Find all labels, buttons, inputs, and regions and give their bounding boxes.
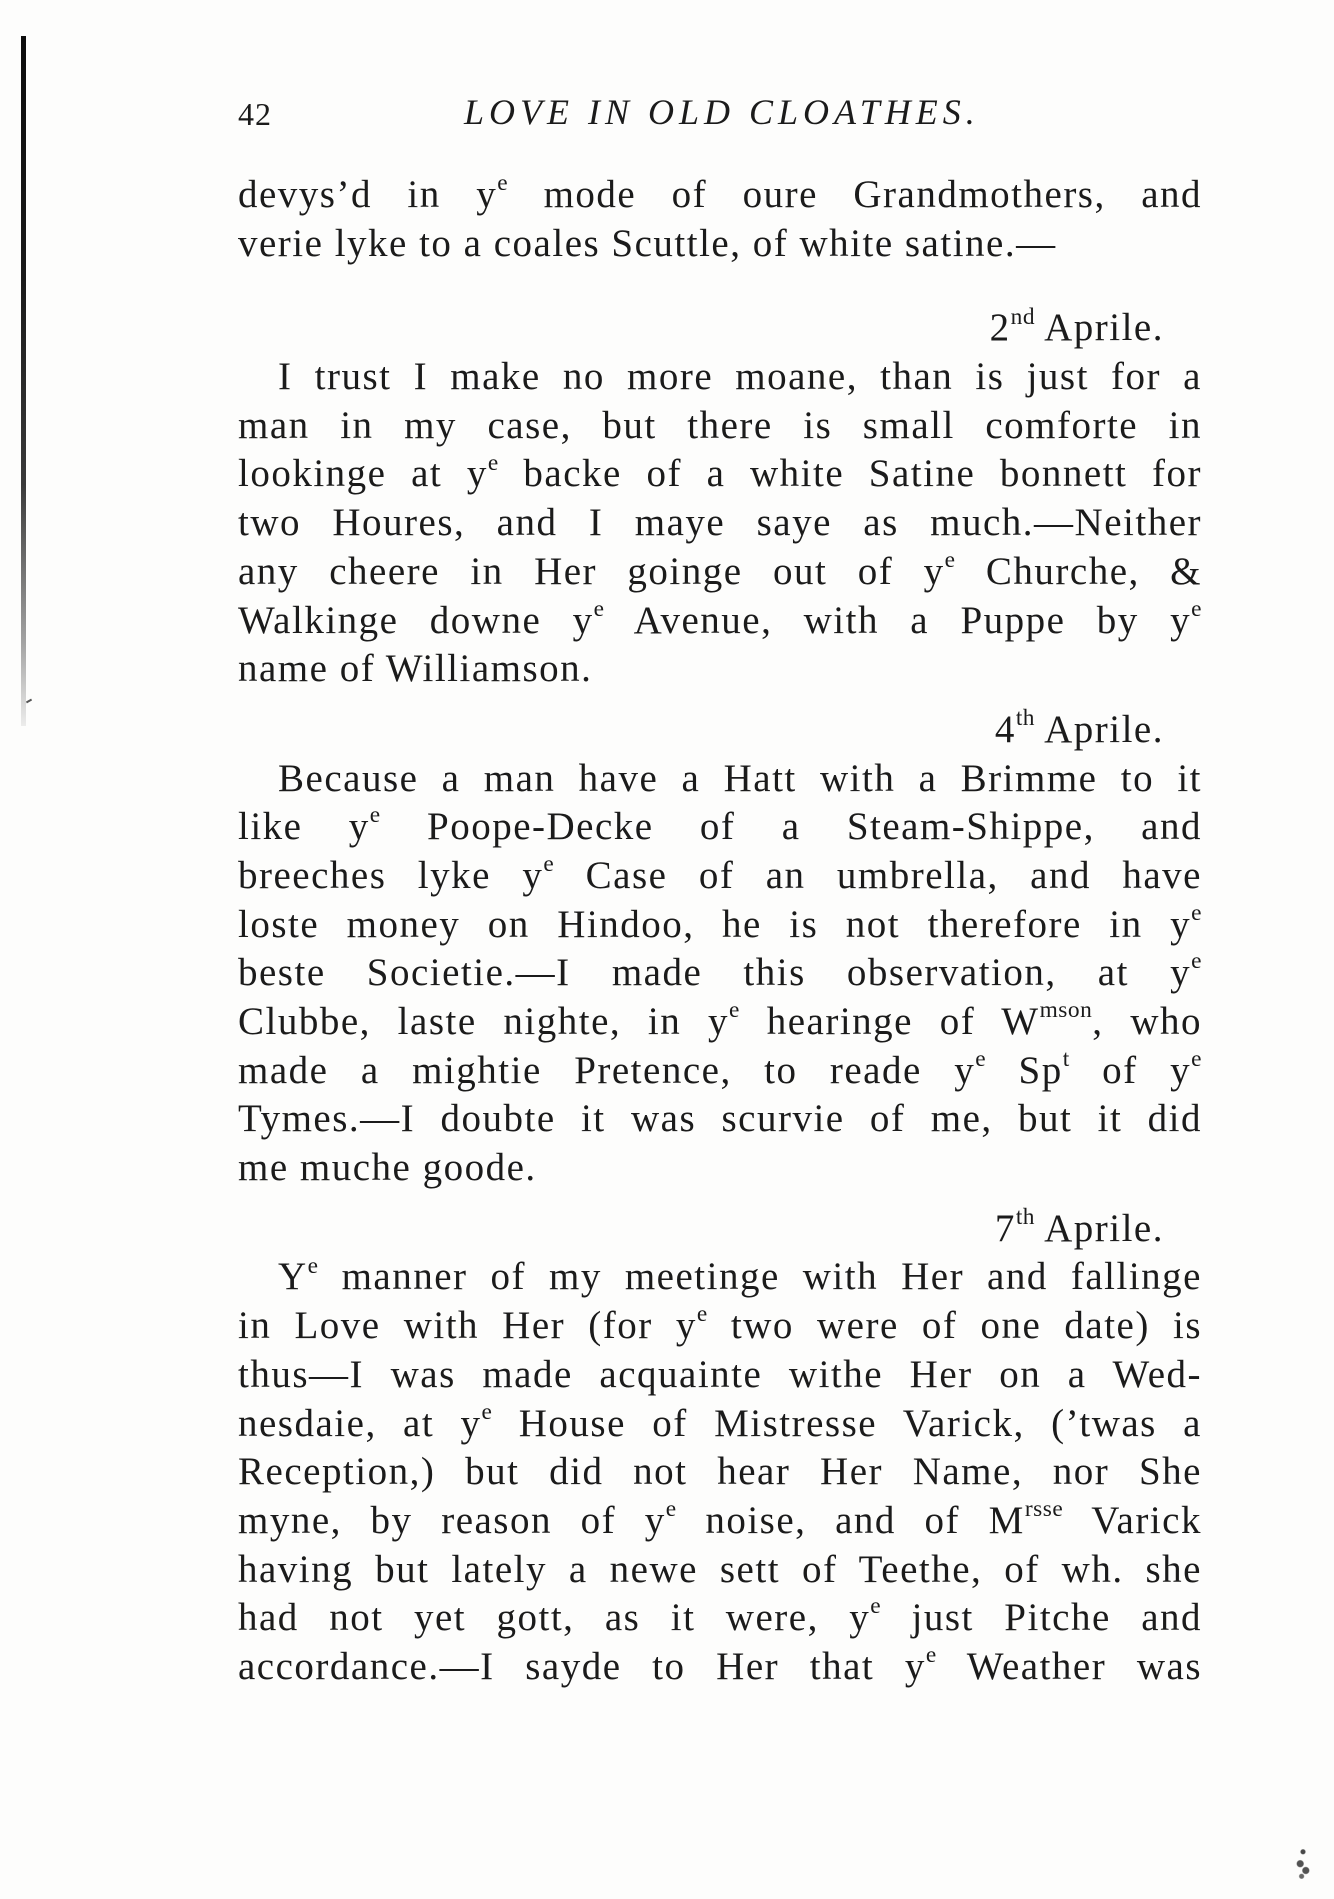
text-run: like y: [238, 805, 370, 849]
superscript: e: [944, 546, 956, 573]
text-line: [238, 949, 1202, 998]
text-run: Walkinge downe y: [238, 598, 594, 642]
text-run: manner of my meetinge with Her and fallinge: [318, 1255, 1202, 1299]
text-run: Reception,) but did not hear Her Name, nor She: [238, 1450, 1202, 1494]
text-run: two Houres, and I maye saye as much.—Neither: [238, 501, 1202, 545]
text-line: [238, 1351, 1202, 1400]
page-body: [238, 171, 1202, 1692]
text-run: two were of one date) is: [707, 1304, 1202, 1348]
text-line: [238, 1253, 1202, 1302]
text-run: backe of a white Satine bonnett for: [498, 452, 1202, 496]
text-line: [238, 548, 1202, 597]
text-line: [238, 1400, 1202, 1449]
superscript: e: [487, 449, 499, 476]
text-run: just Pitche and: [881, 1596, 1202, 1640]
text-line: [238, 1144, 1202, 1193]
text-run: Tymes.—I doubte it was scurvie of me, but it did: [238, 1097, 1202, 1141]
scan-smudge: [1296, 1845, 1310, 1879]
text-run: name of Williamson.: [238, 647, 593, 691]
binding-edge-shadow: [21, 36, 26, 726]
superscript: e: [1191, 595, 1202, 622]
text-run: had not yet gott, as it were, y: [238, 1596, 871, 1640]
superscript: e: [1191, 948, 1202, 975]
text-run: nesdaie, at y: [238, 1401, 482, 1445]
superscript: e: [1191, 1045, 1202, 1072]
text-run: devys’d in y: [238, 173, 498, 216]
superscript: e: [307, 1252, 319, 1279]
text-run: 7: [994, 1206, 1016, 1250]
text-line: [238, 353, 1202, 402]
text-line: [238, 901, 1202, 950]
text-run: Because a man have a Hatt with a Brimme to it: [278, 756, 1202, 800]
text-line: [238, 1546, 1202, 1595]
text-run: me muche goode.: [238, 1146, 537, 1190]
text-run: accordance.—I sayde to Her that y: [238, 1644, 926, 1688]
text-line: [238, 171, 1202, 220]
text-run: , who: [1092, 1000, 1202, 1043]
text-line: [238, 499, 1202, 548]
text-run: 4: [994, 707, 1016, 751]
superscript: e: [1191, 899, 1202, 926]
text-run: Avenue, with a Puppe by y: [604, 598, 1192, 642]
text-run: in Love with Her (for y: [238, 1304, 697, 1348]
superscript: e: [729, 997, 740, 1024]
text-run: House of Mistresse Varick, (’twas a: [492, 1401, 1202, 1445]
text-line: [238, 1302, 1202, 1351]
text-run: Case of an umbrella, and have: [554, 853, 1202, 897]
running-head-title: LOVE IN OLD CLOATHES.: [464, 92, 980, 132]
superscript: e: [593, 595, 605, 622]
text-line: [238, 755, 1202, 804]
text-run: Clubbe, laste nighte, in y: [238, 1000, 730, 1043]
text-run: Churche, &: [955, 549, 1202, 593]
text-run: Weather was: [936, 1644, 1202, 1688]
diary-entry: [238, 1205, 1202, 1692]
text-line: [238, 803, 1202, 852]
text-line: [238, 1594, 1202, 1643]
superscript: th: [1015, 1203, 1036, 1230]
text-run: 2: [989, 306, 1011, 350]
superscript: e: [696, 1301, 708, 1328]
diary-entry: [238, 706, 1202, 1193]
text-run: any cheere in Her goinge out of y: [238, 549, 945, 593]
superscript: e: [369, 802, 381, 829]
text-run: having but lately a newe sett of Teethe, of wh. she: [238, 1547, 1202, 1591]
superscript: th: [1015, 705, 1036, 732]
superscript: e: [870, 1593, 882, 1620]
superscript: e: [665, 1496, 677, 1523]
entry-date: [238, 706, 1202, 755]
page-number: 42: [238, 96, 272, 132]
text-run: Poope-Decke of a Steam-Shippe, and: [380, 805, 1202, 849]
text-run: noise, and of M: [676, 1498, 1025, 1542]
text-run: mode of oure Grandmothers, and: [508, 173, 1202, 216]
text-run: thus—I was made acquainte withe Her on a Wed-: [238, 1352, 1202, 1396]
text-run: Aprile.: [1035, 707, 1164, 751]
text-line: [238, 1095, 1202, 1144]
text-line: [238, 1448, 1202, 1497]
text-run: of y: [1069, 1048, 1192, 1092]
superscript: e: [975, 1045, 987, 1072]
text-run: made a mightie Pretence, to reade y: [238, 1048, 976, 1092]
text-line: [238, 1497, 1202, 1546]
text-run: man in my case, but there is small comforte in: [238, 403, 1202, 447]
text-run: verie lyke to a coales Scuttle, of white satine.—: [238, 221, 1057, 265]
text-run: breeches lyke y: [238, 853, 544, 897]
text-line: [238, 852, 1202, 901]
superscript: e: [925, 1642, 937, 1669]
superscript: e: [481, 1398, 493, 1425]
superscript: t: [1062, 1045, 1070, 1072]
entry-date: [238, 304, 1202, 353]
text-run: myne, by reason of y: [238, 1498, 666, 1542]
text-line: [238, 220, 1202, 269]
continued-paragraph: [238, 171, 1202, 268]
superscript: rsse: [1024, 1496, 1064, 1523]
text-line: [238, 402, 1202, 451]
text-run: Varick: [1063, 1498, 1202, 1542]
text-line: [238, 597, 1202, 646]
text-line: [238, 645, 1202, 694]
text-run: hearinge of W: [739, 1000, 1040, 1043]
text-run: Sp: [986, 1048, 1063, 1092]
superscript: e: [543, 851, 555, 878]
text-run: Aprile.: [1035, 1206, 1164, 1250]
text-run: Aprile.: [1035, 306, 1164, 350]
superscript: nd: [1010, 303, 1036, 330]
binding-edge-mark: [26, 699, 32, 704]
text-run: lookinge at y: [238, 452, 488, 496]
text-line: [238, 450, 1202, 499]
text-line: [238, 1047, 1202, 1096]
superscript: e: [497, 170, 509, 197]
text-line: [238, 998, 1202, 1047]
entry-date: [238, 1205, 1202, 1254]
diary-entry: [238, 304, 1202, 694]
text-run: Y: [278, 1255, 308, 1299]
text-run: I trust I make no more moane, than is just for a: [278, 355, 1202, 399]
superscript: mson: [1039, 997, 1093, 1024]
text-line: [238, 1643, 1202, 1692]
text-run: loste money on Hindoo, he is not therefore in y: [238, 902, 1192, 946]
text-run: beste Societie.—I made this observation, at y: [238, 951, 1192, 995]
